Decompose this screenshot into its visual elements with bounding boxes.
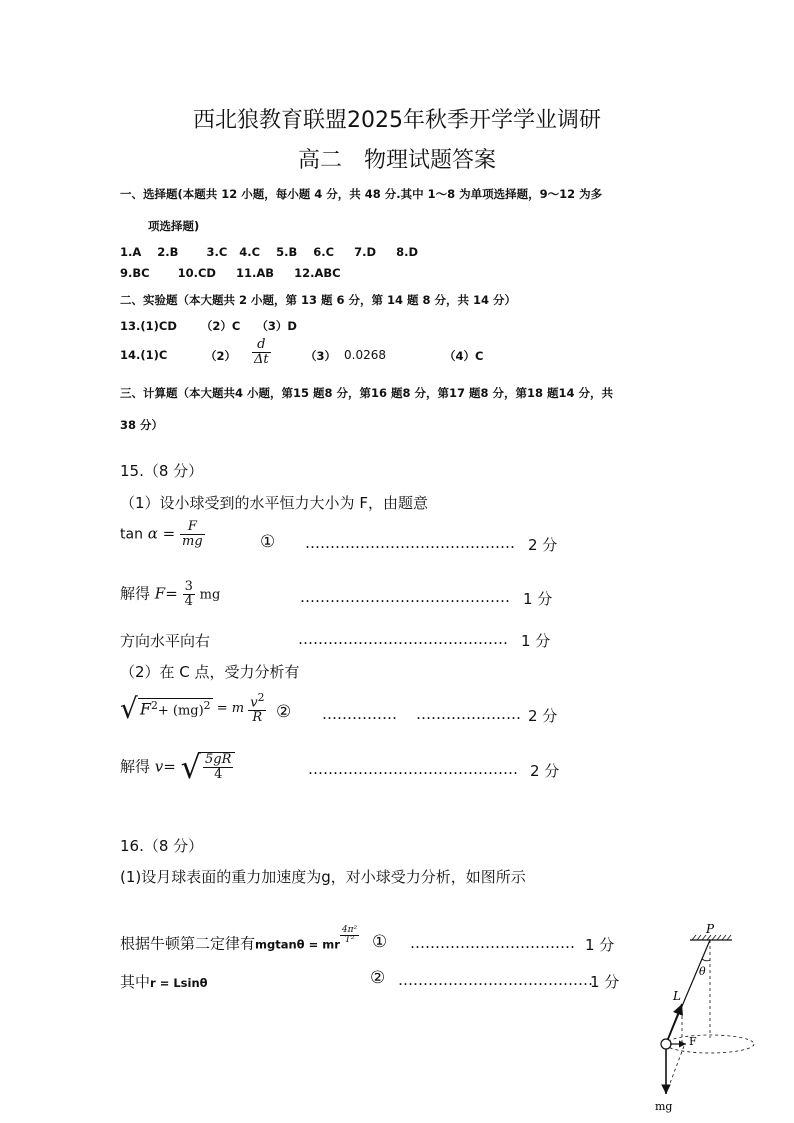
q16-eq2-prefix: 其中	[120, 973, 151, 991]
q16-mark-1: ①	[372, 932, 388, 952]
q15-title: 15.（8 分）	[120, 462, 204, 480]
q15-eq2-vsup: 2	[257, 691, 265, 705]
pendulum-figure	[640, 918, 780, 1118]
answer-7: 7.D	[354, 245, 377, 259]
q14-fraction-den: Δt	[254, 351, 269, 367]
resultant-dash	[666, 1046, 684, 1094]
q15-eq2-eq: = m	[216, 701, 245, 716]
q16-eq1-num: 4π²	[341, 925, 358, 935]
answer-2: 2.B	[157, 245, 179, 259]
q15-mark-1: ①	[260, 532, 276, 552]
ball	[661, 1039, 671, 1049]
answer-5: 5.B	[276, 245, 298, 259]
q15-solve1-score: 1 分	[523, 590, 553, 608]
q15-eq1	[120, 520, 205, 548]
q15-eq2-den: R	[252, 710, 263, 726]
answer-8: 8.D	[396, 245, 418, 259]
section2-heading: 二、实验题（本大题共 2 小题，第 13 题 6 分，第 14 题 8 分，共 14 分）	[120, 293, 517, 307]
q13-answers	[120, 318, 297, 334]
q16-part1: (1)设月球表面的重力加速度为g，对小球受力分析，如图所示	[120, 868, 526, 886]
section3-heading-line2: 38 分）	[120, 418, 164, 432]
q15-solve2-prefix: 解得	[120, 757, 151, 776]
answers-row2	[120, 266, 341, 280]
q15-eq1-tan: tan	[120, 526, 143, 543]
q15-solve2-den: 4	[214, 767, 223, 782]
q15-solve1-prefix: 解得	[120, 584, 151, 603]
q15-solve1	[120, 580, 220, 608]
q15-eq2-sup1: 2	[150, 699, 158, 713]
page-subtitle: 高二 物理试题答案	[297, 148, 496, 173]
answer-9: 9.BC	[120, 266, 150, 280]
theta-arc	[702, 959, 710, 961]
section1-heading-line1: 一、选择题(本题共 12 小题，每小题 4 分，共 48 分.其中 1～8 为单项选择题，9～12 为多	[120, 187, 603, 201]
label-F: F	[689, 1035, 697, 1048]
q16-mark-2: ②	[370, 968, 386, 988]
q15-solve2-var: v	[154, 757, 164, 776]
q16-title: 16.（8 分）	[120, 837, 204, 855]
answer-12: 12.ABC	[294, 266, 341, 280]
q13-part2: （2）C	[200, 319, 241, 333]
q16-eq2-dots: …………………………………	[398, 971, 593, 989]
q14-part1: 14.(1)C	[120, 348, 168, 362]
section3-heading-line1: 三、计算题（本大题共4 小题，第15 题8 分，第16 题8 分，第17 题8 分，第18 题14 分，共	[120, 386, 614, 400]
q15-eq1-score: 2 分	[528, 536, 558, 554]
q15-eq1-dots: ……………………………………	[305, 534, 515, 552]
q15-eq1-alpha: α	[147, 524, 158, 543]
q15-eq2-score: 2 分	[528, 707, 558, 725]
label-P: P	[706, 922, 715, 936]
label-L: L	[673, 989, 681, 1003]
q16-eq2-score: 1 分	[590, 973, 620, 991]
q15-solve2-score: 2 分	[530, 762, 560, 780]
answer-11: 11.AB	[236, 266, 275, 280]
q14-part4: （4）C	[444, 349, 484, 363]
q15-direction: 方向水平向右	[120, 632, 211, 650]
q15-solve1-num: 3	[184, 579, 193, 594]
q16-eq1-prefix: 根据牛顿第二定律有	[120, 934, 256, 953]
q15-eq1-eq: =	[162, 524, 176, 543]
q15-eq2-dots-b: …………………	[416, 705, 521, 723]
q16-eq2-formula: r = Lsinθ	[150, 976, 208, 990]
q15-eq2-v: v	[250, 695, 258, 711]
q16-eq2	[120, 971, 208, 992]
q15-part2: （2）在 C 点，受力分析有	[120, 663, 300, 681]
q16-eq1-formula: mgtanθ = mr	[255, 937, 340, 952]
q15-direction-dots: ……………………………………	[298, 630, 508, 648]
q15-direction-score: 1 分	[521, 632, 551, 650]
answers-row1	[120, 245, 418, 259]
q15-eq2-sup2: 2	[203, 699, 211, 713]
q14-part3-value: 0.0268	[344, 348, 386, 362]
q16-eq1-dots: ……………………………	[410, 934, 575, 952]
q16-eq1	[120, 926, 359, 953]
q15-solve2: 解得 v= √ $\frac{5gR}{4}$	[120, 748, 235, 786]
q14-part2-label: （2）	[205, 349, 237, 363]
q15-solve1-dots: ……………………………………	[300, 588, 510, 606]
q15-solve1-suffix: mg	[199, 587, 221, 603]
q13-part3: （3）D	[256, 319, 297, 333]
q15-part1: （1）设小球受到的水平恒力大小为 F，由题意	[120, 494, 428, 512]
q15-solve2-num: 5gR	[205, 752, 232, 768]
q15-eq2-dots-a: ……………	[322, 705, 397, 723]
answer-10: 10.CD	[177, 266, 216, 280]
q15-solve2-eq: =	[163, 757, 176, 776]
q15-eq1-num: F	[180, 520, 205, 535]
answer-4: 4.C	[239, 245, 261, 259]
q15-eq2: √ $F^2+ (mg)^2 = m$ $\frac{v^2}{R}$	[120, 691, 265, 726]
q16-eq1-score: 1 分	[585, 936, 615, 954]
q15-mark-2: ②	[276, 702, 292, 722]
q14-fraction	[252, 338, 271, 366]
q15-solve1-den: 4	[184, 593, 193, 609]
label-mg: mg	[655, 1100, 673, 1113]
answer-1: 1.A	[120, 245, 142, 259]
q15-eq2-F: F	[139, 699, 151, 719]
q14-fraction-num: d	[252, 338, 271, 353]
q13-part1: 13.(1)CD	[120, 319, 177, 333]
page-title: 西北狼教育联盟2025年秋季开学学业调研	[193, 108, 601, 133]
answer-3: 3.C	[206, 245, 228, 259]
q15-solve2-dots: ……………………………………	[308, 760, 518, 778]
q16-eq1-den: T²	[344, 935, 355, 946]
section1-heading-line2: 项选择题)	[148, 219, 200, 233]
label-theta: θ	[699, 965, 706, 978]
q15-eq1-den: mg	[182, 533, 203, 549]
q15-eq2-mg: + (mg)	[157, 703, 204, 719]
q14-part3-label: （3）	[305, 349, 337, 363]
q15-solve1-var: F	[154, 584, 166, 603]
q15-solve1-eq: =	[165, 584, 178, 603]
answer-6: 6.C	[313, 245, 335, 259]
tension-arrow	[666, 1004, 682, 1044]
